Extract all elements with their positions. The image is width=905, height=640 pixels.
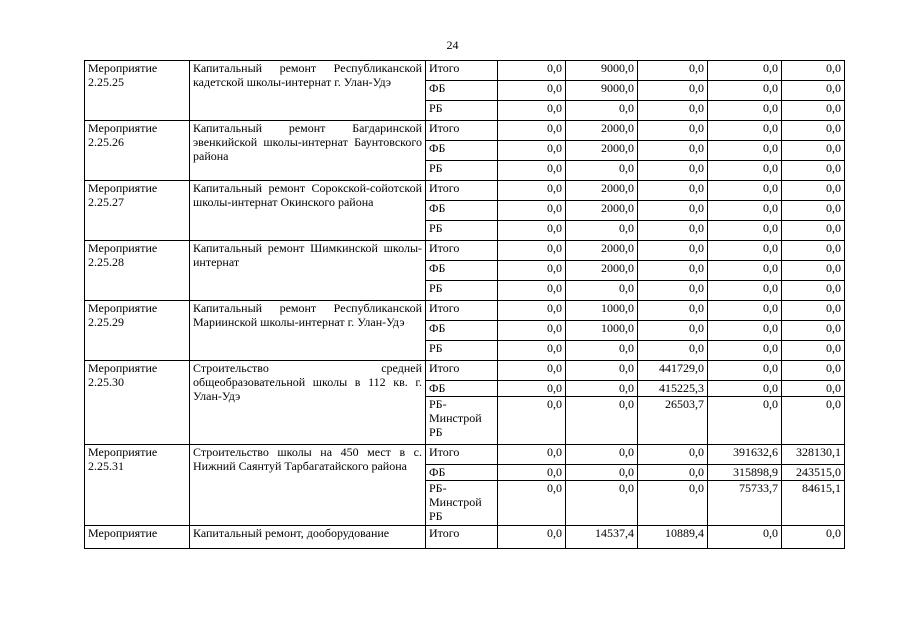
funding-source: РБ-Минстрой РБ (426, 397, 498, 445)
amount-cell: 10889,4 (638, 526, 708, 549)
funding-source: ФБ (426, 141, 498, 161)
amount-cell: 2000,0 (566, 201, 638, 221)
amount-cell: 0,0 (638, 321, 708, 341)
amount-cell: 0,0 (708, 321, 782, 341)
amount-cell: 391632,6 (708, 445, 782, 465)
amount-cell: 0,0 (638, 121, 708, 141)
amount-cell: 0,0 (638, 241, 708, 261)
amount-cell: 0,0 (782, 321, 845, 341)
amount-cell: 0,0 (782, 201, 845, 221)
amount-cell: 0,0 (782, 221, 845, 241)
amount-cell: 0,0 (638, 61, 708, 81)
amount-cell: 0,0 (782, 181, 845, 201)
amount-cell: 0,0 (566, 481, 638, 526)
table-row (85, 181, 845, 201)
amount-cell: 0,0 (566, 465, 638, 481)
table-row (85, 526, 845, 549)
event-label: Мероприятие 2.25.27 (85, 181, 190, 241)
amount-cell: 0,0 (498, 281, 566, 301)
amount-cell: 0,0 (566, 381, 638, 397)
amount-cell: 0,0 (708, 381, 782, 397)
funding-source: ФБ (426, 261, 498, 281)
table-row (85, 121, 845, 141)
event-label: Мероприятие 2.25.25 (85, 61, 190, 121)
funding-source: РБ (426, 101, 498, 121)
amount-cell: 0,0 (638, 465, 708, 481)
amount-cell: 0,0 (638, 481, 708, 526)
funding-source: РБ (426, 221, 498, 241)
funding-source: Итого (426, 361, 498, 381)
event-label: Мероприятие (85, 526, 190, 549)
amount-cell: 0,0 (708, 201, 782, 221)
amount-cell: 0,0 (566, 341, 638, 361)
table-body (85, 61, 845, 549)
amount-cell: 315898,9 (708, 465, 782, 481)
amount-cell: 0,0 (638, 445, 708, 465)
amount-cell: 75733,7 (708, 481, 782, 526)
amount-cell: 0,0 (708, 281, 782, 301)
amount-cell: 2000,0 (566, 241, 638, 261)
budget-table (84, 60, 845, 549)
amount-cell: 0,0 (498, 526, 566, 549)
amount-cell: 26503,7 (638, 397, 708, 445)
funding-source: РБ (426, 161, 498, 181)
amount-cell: 0,0 (498, 201, 566, 221)
amount-cell: 0,0 (782, 361, 845, 381)
funding-source: ФБ (426, 81, 498, 101)
amount-cell: 0,0 (638, 301, 708, 321)
amount-cell: 0,0 (782, 141, 845, 161)
amount-cell: 0,0 (708, 301, 782, 321)
event-description: Капитальный ремонт Багдаринской эвенкийской школы-интернат Баунтовского района (190, 121, 426, 181)
amount-cell: 0,0 (566, 161, 638, 181)
amount-cell: 0,0 (566, 101, 638, 121)
amount-cell: 0,0 (498, 361, 566, 381)
table-row (85, 445, 845, 465)
amount-cell: 0,0 (782, 281, 845, 301)
amount-cell: 0,0 (708, 341, 782, 361)
amount-cell: 0,0 (638, 81, 708, 101)
amount-cell: 0,0 (708, 81, 782, 101)
amount-cell: 0,0 (708, 526, 782, 549)
funding-source: Итого (426, 445, 498, 465)
amount-cell: 0,0 (498, 221, 566, 241)
amount-cell: 0,0 (708, 141, 782, 161)
amount-cell: 1000,0 (566, 301, 638, 321)
amount-cell: 0,0 (638, 341, 708, 361)
amount-cell: 0,0 (708, 397, 782, 445)
amount-cell: 2000,0 (566, 181, 638, 201)
amount-cell: 0,0 (498, 301, 566, 321)
event-description: Строительство школы на 450 мест в с. Нижний Саянтуй Тарбагатайского района (190, 445, 426, 526)
event-label: Мероприятие 2.25.29 (85, 301, 190, 361)
funding-source: ФБ (426, 321, 498, 341)
amount-cell: 0,0 (566, 397, 638, 445)
amount-cell: 0,0 (498, 61, 566, 81)
amount-cell: 2000,0 (566, 121, 638, 141)
amount-cell: 1000,0 (566, 321, 638, 341)
event-label: Мероприятие 2.25.26 (85, 121, 190, 181)
amount-cell: 0,0 (498, 141, 566, 161)
amount-cell: 0,0 (708, 261, 782, 281)
amount-cell: 84615,1 (782, 481, 845, 526)
amount-cell: 0,0 (566, 361, 638, 381)
amount-cell: 243515,0 (782, 465, 845, 481)
amount-cell: 0,0 (782, 241, 845, 261)
amount-cell: 0,0 (782, 341, 845, 361)
amount-cell: 0,0 (708, 361, 782, 381)
amount-cell: 0,0 (782, 121, 845, 141)
amount-cell: 0,0 (708, 161, 782, 181)
amount-cell: 0,0 (498, 341, 566, 361)
funding-source: Итого (426, 61, 498, 81)
amount-cell: 0,0 (498, 121, 566, 141)
table-row (85, 241, 845, 261)
amount-cell: 0,0 (638, 261, 708, 281)
amount-cell: 0,0 (498, 161, 566, 181)
amount-cell: 0,0 (498, 397, 566, 445)
amount-cell: 0,0 (708, 181, 782, 201)
amount-cell: 0,0 (638, 201, 708, 221)
amount-cell: 0,0 (498, 261, 566, 281)
page-number: 24 (446, 38, 459, 52)
event-description: Капитальный ремонт Республиканской кадетской школы-интернат г. Улан-Удэ (190, 61, 426, 121)
amount-cell: 0,0 (498, 381, 566, 397)
funding-source: РБ (426, 341, 498, 361)
funding-source: Итого (426, 181, 498, 201)
amount-cell: 0,0 (638, 141, 708, 161)
amount-cell: 0,0 (498, 481, 566, 526)
amount-cell: 0,0 (498, 445, 566, 465)
amount-cell: 9000,0 (566, 61, 638, 81)
amount-cell: 0,0 (638, 281, 708, 301)
table-row (85, 361, 845, 381)
amount-cell: 0,0 (566, 221, 638, 241)
event-label: Мероприятие 2.25.28 (85, 241, 190, 301)
amount-cell: 0,0 (708, 221, 782, 241)
amount-cell: 0,0 (566, 445, 638, 465)
amount-cell: 0,0 (782, 397, 845, 445)
amount-cell: 0,0 (638, 101, 708, 121)
amount-cell: 0,0 (498, 241, 566, 261)
event-description: Капитальный ремонт Сорокской-сойотской школы-интернат Окинского района (190, 181, 426, 241)
amount-cell: 0,0 (782, 301, 845, 321)
event-description: Строительство средней общеобразовательной школы в 112 кв. г. Улан-Удэ (190, 361, 426, 445)
event-description: Капитальный ремонт Шимкинской школы-интернат (190, 241, 426, 301)
amount-cell: 0,0 (708, 61, 782, 81)
amount-cell: 0,0 (498, 321, 566, 341)
amount-cell: 0,0 (782, 101, 845, 121)
event-description: Капитальный ремонт, дооборудование (190, 526, 426, 549)
amount-cell: 0,0 (638, 181, 708, 201)
event-label: Мероприятие 2.25.30 (85, 361, 190, 445)
funding-source: Итого (426, 301, 498, 321)
amount-cell: 0,0 (638, 161, 708, 181)
amount-cell: 0,0 (782, 161, 845, 181)
amount-cell: 0,0 (566, 281, 638, 301)
amount-cell: 0,0 (498, 81, 566, 101)
funding-source: РБ (426, 281, 498, 301)
amount-cell: 0,0 (782, 81, 845, 101)
amount-cell: 0,0 (498, 465, 566, 481)
funding-source: Итого (426, 121, 498, 141)
funding-source: ФБ (426, 465, 498, 481)
amount-cell: 14537,4 (566, 526, 638, 549)
amount-cell: 0,0 (708, 121, 782, 141)
amount-cell: 0,0 (498, 101, 566, 121)
funding-source: РБ-Минстрой РБ (426, 481, 498, 526)
funding-source: Итого (426, 526, 498, 549)
table-row (85, 61, 845, 81)
event-label: Мероприятие 2.25.31 (85, 445, 190, 526)
amount-cell: 0,0 (782, 61, 845, 81)
funding-source: ФБ (426, 381, 498, 397)
amount-cell: 0,0 (782, 261, 845, 281)
amount-cell: 0,0 (782, 526, 845, 549)
amount-cell: 0,0 (782, 381, 845, 397)
amount-cell: 328130,1 (782, 445, 845, 465)
amount-cell: 9000,0 (566, 81, 638, 101)
amount-cell: 441729,0 (638, 361, 708, 381)
amount-cell: 0,0 (638, 221, 708, 241)
event-description: Капитальный ремонт Республиканской Мариинской школы-интернат г. Улан-Удэ (190, 301, 426, 361)
amount-cell: 0,0 (708, 241, 782, 261)
table-row (85, 301, 845, 321)
amount-cell: 0,0 (498, 181, 566, 201)
funding-source: Итого (426, 241, 498, 261)
amount-cell: 2000,0 (566, 261, 638, 281)
amount-cell: 415225,3 (638, 381, 708, 397)
funding-source: ФБ (426, 201, 498, 221)
amount-cell: 0,0 (708, 101, 782, 121)
amount-cell: 2000,0 (566, 141, 638, 161)
